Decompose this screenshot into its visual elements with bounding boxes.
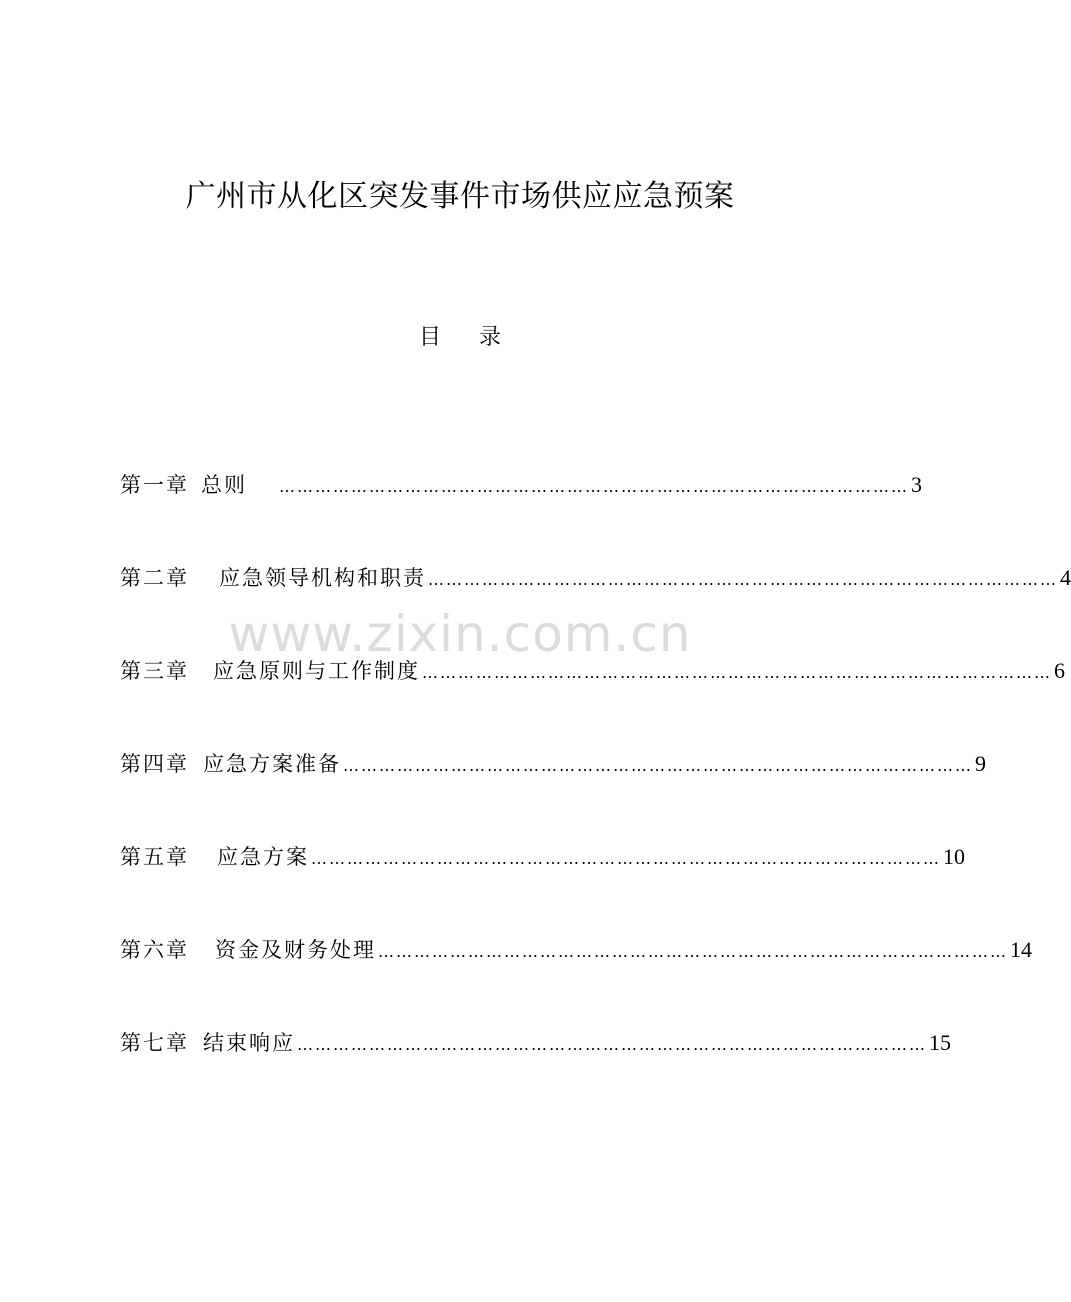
- toc-chapter-number: 第六章: [120, 938, 189, 962]
- toc-chapter-title: 应急方案: [217, 845, 309, 869]
- toc-dot-leader: ……………………………………………………………………………………………: [422, 663, 1052, 682]
- toc-chapter-title: 应急方案准备: [203, 752, 341, 776]
- toc-heading-char-1: 目: [418, 325, 441, 350]
- toc-dot-leader: ……………………………………………………………………………………………: [311, 849, 941, 868]
- toc-entry-2[interactable]: [120, 558, 1071, 651]
- toc-entry-4[interactable]: [120, 744, 986, 837]
- toc-dot-leader: ……………………………………………………………………………………………: [428, 570, 1058, 589]
- toc-chapter-title: 总则: [201, 473, 247, 497]
- toc-dot-leader: ……………………………………………………………………………………………: [297, 1035, 927, 1054]
- toc-heading: [0, 320, 920, 356]
- table-of-contents: [120, 465, 1071, 1116]
- toc-entry-6[interactable]: [120, 930, 1032, 1023]
- toc-page-number: 3: [911, 472, 922, 497]
- toc-page-number: 10: [943, 844, 965, 869]
- toc-heading-char-2: 录: [479, 325, 502, 350]
- toc-chapter-number: 第七章: [120, 1031, 189, 1055]
- toc-entry-7[interactable]: [120, 1023, 951, 1116]
- toc-chapter-number: 第四章: [120, 752, 189, 776]
- toc-dot-leader: ……………………………………………………………………………………………: [378, 942, 1008, 961]
- toc-entry-5[interactable]: [120, 837, 965, 930]
- toc-entry-3[interactable]: [120, 651, 1065, 744]
- toc-chapter-number: 第二章: [120, 566, 189, 590]
- toc-dot-leader: ……………………………………………………………………………………………: [279, 477, 909, 496]
- toc-chapter-title: 资金及财务处理: [215, 938, 376, 962]
- toc-chapter-title: 应急原则与工作制度: [213, 659, 420, 683]
- watermark: www.zixin.com.cn: [228, 605, 692, 663]
- toc-entry-1[interactable]: [120, 465, 922, 558]
- toc-page-number: 6: [1054, 658, 1065, 683]
- toc-chapter-number: 第三章: [120, 659, 189, 683]
- document-title: 广州市从化区突发事件市场供应应急预案: [185, 179, 735, 214]
- toc-page-number: 9: [975, 751, 986, 776]
- toc-chapter-title: 结束响应: [203, 1031, 295, 1055]
- toc-dot-leader: ……………………………………………………………………………………………: [343, 756, 973, 775]
- toc-chapter-number: 第一章: [120, 473, 189, 497]
- toc-page-number: 4: [1060, 565, 1071, 590]
- toc-page-number: 14: [1010, 937, 1032, 962]
- toc-chapter-number: 第五章: [120, 845, 189, 869]
- toc-chapter-title: 应急领导机构和职责: [219, 566, 426, 590]
- toc-page-number: 15: [929, 1030, 951, 1055]
